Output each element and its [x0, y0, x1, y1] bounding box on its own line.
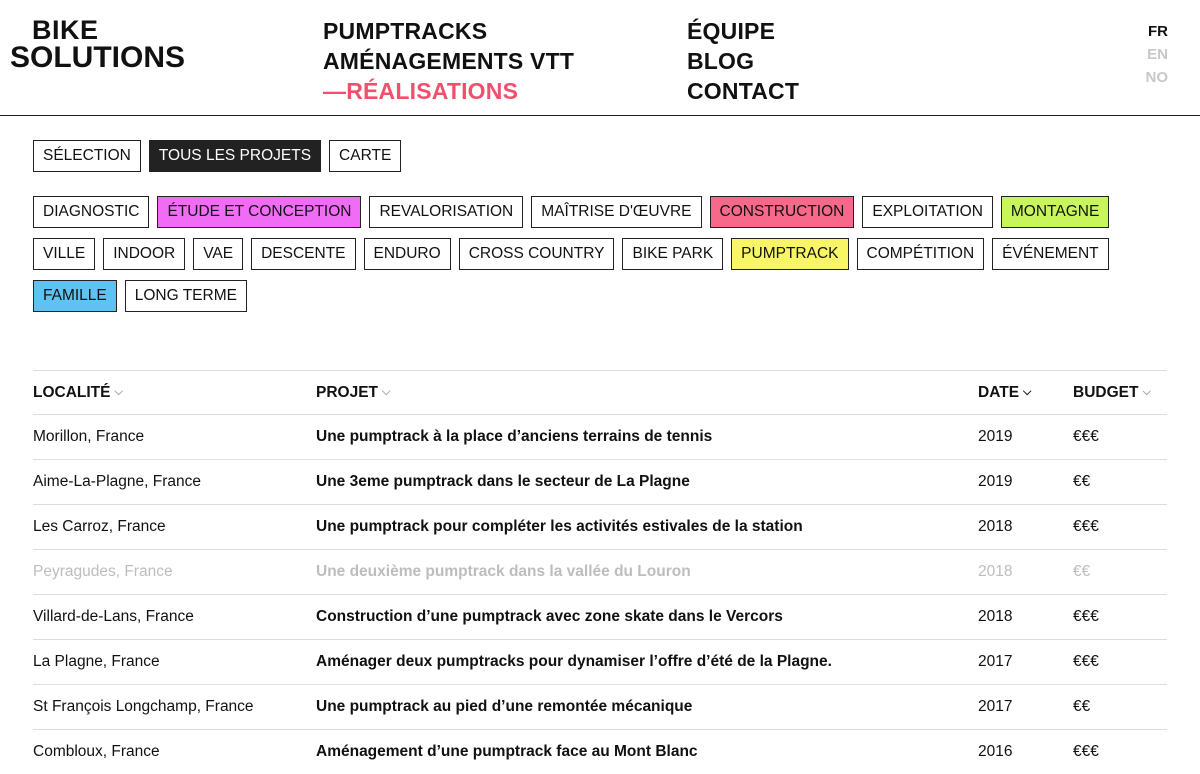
column-header-date[interactable]	[978, 371, 1073, 415]
cell-project: Construction d’une pumptrack avec zone skate dans le Vercors	[316, 595, 978, 640]
filter-enduro[interactable]: ENDURO	[364, 238, 451, 270]
nav-equipe[interactable]: ÉQUIPE	[687, 16, 799, 46]
main-nav-primary	[323, 16, 574, 106]
cell-date: 2019	[978, 415, 1073, 460]
view-carte-button[interactable]: CARTE	[329, 140, 401, 172]
table-row[interactable]	[33, 595, 1167, 640]
filter-diagnostic[interactable]: DIAGNOSTIC	[33, 196, 149, 228]
table-row[interactable]	[33, 640, 1167, 685]
view-tous-les-projets-button[interactable]: TOUS LES PROJETS	[149, 140, 321, 172]
cell-budget: €€€	[1073, 640, 1167, 685]
cell-project: Une pumptrack à la place d’anciens terrains de tennis	[316, 415, 978, 460]
category-filters	[33, 196, 1173, 322]
filter-famille[interactable]: FAMILLE	[33, 280, 117, 312]
table-body	[33, 415, 1167, 774]
cell-project: Une pumptrack pour compléter les activités estivales de la station	[316, 505, 978, 550]
lang-fr[interactable]: FR	[1146, 20, 1169, 43]
view-selection-button[interactable]: SÉLECTION	[33, 140, 141, 172]
filter-exploitation[interactable]: EXPLOITATION	[862, 196, 993, 228]
filter-indoor[interactable]: INDOOR	[103, 238, 185, 270]
nav-realisations[interactable]: —RÉALISATIONS	[323, 76, 574, 106]
cell-locality: Aime-La-Plagne, France	[33, 460, 316, 505]
table-row[interactable]	[33, 685, 1167, 730]
cell-project: Aménagement d’une pumptrack face au Mont Blanc	[316, 730, 978, 774]
nav-amenagements-vtt[interactable]: AMÉNAGEMENTS VTT	[323, 46, 574, 76]
cell-locality: Peyragudes, France	[33, 550, 316, 595]
cell-locality: La Plagne, France	[33, 640, 316, 685]
cell-budget: €€	[1073, 685, 1167, 730]
bike-solutions-logo[interactable]	[10, 16, 206, 74]
filter-construction[interactable]: CONSTRUCTION	[710, 196, 855, 228]
filter-ville[interactable]: VILLE	[33, 238, 95, 270]
table-row[interactable]	[33, 730, 1167, 774]
cell-project: Une pumptrack au pied d’une remontée mécanique	[316, 685, 978, 730]
logo-line-1: BIKE	[32, 16, 99, 44]
filter-bike-park[interactable]: BIKE PARK	[622, 238, 723, 270]
cell-date: 2018	[978, 595, 1073, 640]
main-nav-secondary	[687, 16, 799, 106]
language-switcher	[1146, 20, 1169, 89]
cell-date: 2017	[978, 640, 1073, 685]
cell-locality: Morillon, France	[33, 415, 316, 460]
cell-budget: €€€	[1073, 505, 1167, 550]
filter-vae[interactable]: VAE	[193, 238, 243, 270]
table-row[interactable]	[33, 550, 1167, 595]
filter-montagne[interactable]: MONTAGNE	[1001, 196, 1109, 228]
cell-date: 2016	[978, 730, 1073, 774]
column-header-budget[interactable]	[1073, 371, 1167, 415]
filter-descente[interactable]: DESCENTE	[251, 238, 355, 270]
view-switcher	[33, 140, 401, 172]
cell-budget: €€€	[1073, 415, 1167, 460]
chevron-down-icon: ⌵	[1142, 386, 1150, 399]
cell-project: Aménager deux pumptracks pour dynamiser l’offre d’été de la Plagne.	[316, 640, 978, 685]
table-row[interactable]	[33, 460, 1167, 505]
nav-contact[interactable]: CONTACT	[687, 76, 799, 106]
cell-budget: €€	[1073, 460, 1167, 505]
filter-long-terme[interactable]: LONG TERME	[125, 280, 247, 312]
logo-line-2: SOLUTIONS	[10, 42, 185, 74]
filter-row	[33, 238, 1173, 270]
cell-date: 2018	[978, 505, 1073, 550]
chevron-down-icon: ⌵	[382, 386, 390, 399]
filter-evenement[interactable]: ÉVÉNEMENT	[992, 238, 1108, 270]
column-header-label: BUDGET	[1073, 384, 1138, 401]
filter-revalorisation[interactable]: REVALORISATION	[369, 196, 523, 228]
lang-no[interactable]: NO	[1146, 66, 1169, 89]
column-header-label: LOCALITÉ	[33, 384, 111, 401]
lang-en[interactable]: EN	[1146, 43, 1169, 66]
filter-competition[interactable]: COMPÉTITION	[857, 238, 985, 270]
table-header-row	[33, 371, 1167, 415]
cell-date: 2018	[978, 550, 1073, 595]
cell-locality: St François Longchamp, France	[33, 685, 316, 730]
table-row[interactable]	[33, 415, 1167, 460]
column-header-label: PROJET	[316, 384, 378, 401]
cell-budget: €€€	[1073, 730, 1167, 774]
cell-project: Une deuxième pumptrack dans la vallée du Louron	[316, 550, 978, 595]
column-header-localite[interactable]	[33, 371, 316, 415]
filter-cross-country[interactable]: CROSS COUNTRY	[459, 238, 615, 270]
chevron-down-icon: ⌵	[115, 386, 123, 399]
cell-budget: €€€	[1073, 595, 1167, 640]
site-header	[0, 0, 1200, 116]
cell-date: 2017	[978, 685, 1073, 730]
filter-row	[33, 280, 1173, 312]
projects-table	[33, 370, 1167, 774]
cell-date: 2019	[978, 460, 1073, 505]
filter-maitrise-d-oeuvre[interactable]: MAÎTRISE D'ŒUVRE	[531, 196, 701, 228]
cell-locality: Combloux, France	[33, 730, 316, 774]
cell-budget: €€	[1073, 550, 1167, 595]
column-header-projet[interactable]	[316, 371, 978, 415]
nav-pumptracks[interactable]: PUMPTRACKS	[323, 16, 574, 46]
column-header-label: DATE	[978, 384, 1019, 401]
filter-pumptrack[interactable]: PUMPTRACK	[731, 238, 848, 270]
filter-row	[33, 196, 1173, 228]
cell-locality: Les Carroz, France	[33, 505, 316, 550]
cell-locality: Villard-de-Lans, France	[33, 595, 316, 640]
nav-blog[interactable]: BLOG	[687, 46, 799, 76]
table-row[interactable]	[33, 505, 1167, 550]
filter-etude-et-conception[interactable]: ÉTUDE ET CONCEPTION	[157, 196, 361, 228]
cell-project: Une 3eme pumptrack dans le secteur de La Plagne	[316, 460, 978, 505]
chevron-down-icon: ⌵	[1023, 386, 1031, 399]
